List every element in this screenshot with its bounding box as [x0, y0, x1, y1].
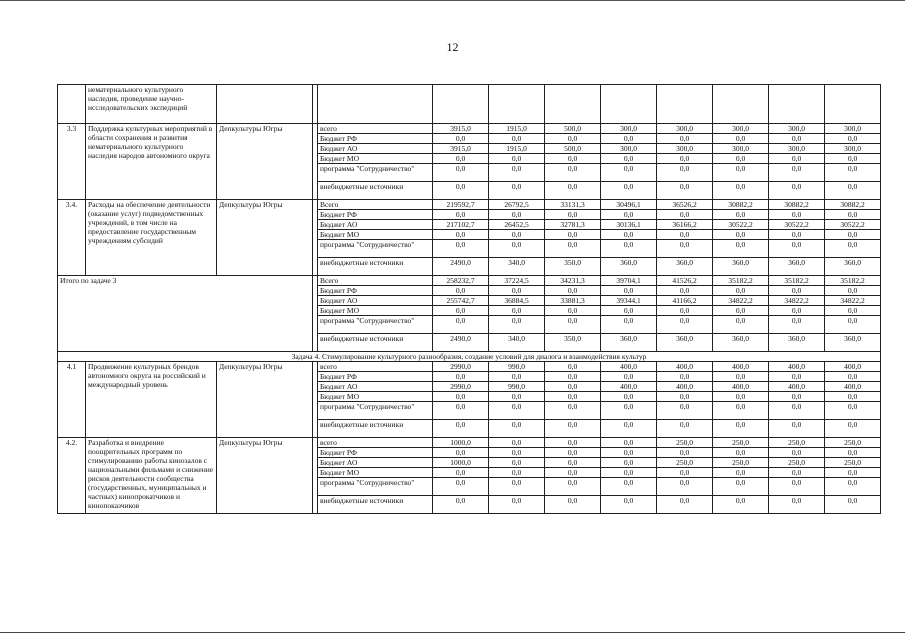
funding-source: программа "Сотрудничество"	[318, 316, 433, 334]
value-cell: 0,0	[713, 402, 769, 420]
value-cell: 0,0	[657, 448, 713, 458]
value-cell: 2990,0	[433, 382, 489, 392]
value-cell: 0,0	[489, 420, 545, 438]
funding-source: Бюджет МО	[318, 154, 433, 164]
funding-source: Бюджет МО	[318, 230, 433, 240]
value-cell: 0,0	[713, 240, 769, 258]
value-cell: 0,0	[601, 468, 657, 478]
value-cell: 0,0	[601, 372, 657, 382]
value-cell: 300,0	[657, 144, 713, 154]
value-cell: 0,0	[657, 210, 713, 220]
value-cell: 1915,0	[489, 144, 545, 154]
value-cell: 250,0	[657, 438, 713, 448]
value-cell: 0,0	[601, 210, 657, 220]
value-cell: 0,0	[825, 286, 881, 296]
value-cell: 0,0	[769, 392, 825, 402]
value-cell: 0,0	[657, 164, 713, 182]
value-cell: 250,0	[825, 438, 881, 448]
value-cell: 0,0	[545, 448, 601, 458]
value-cell: 0,0	[433, 306, 489, 316]
value-cell: 360,0	[769, 334, 825, 352]
value-cell: 1915,0	[489, 124, 545, 134]
value-cell: 0,0	[657, 316, 713, 334]
value-cell: 0,0	[713, 286, 769, 296]
value-cell: 0,0	[433, 164, 489, 182]
value-cell: 0,0	[545, 286, 601, 296]
scan-top-edge	[0, 0, 905, 4]
value-cell: 400,0	[601, 382, 657, 392]
value-cell: 0,0	[489, 316, 545, 334]
funding-source: всего	[318, 438, 433, 448]
value-cell: 340,0	[489, 334, 545, 352]
value-cell: 0,0	[601, 438, 657, 448]
value-cell: 0,0	[489, 230, 545, 240]
value-cell: 0,0	[601, 306, 657, 316]
value-cell: 0,0	[713, 316, 769, 334]
value-cell: 250,0	[713, 438, 769, 448]
value-cell: 0,0	[489, 134, 545, 144]
value-cell: 250,0	[769, 458, 825, 468]
value-cell: 350,0	[545, 258, 601, 276]
value-cell: 0,0	[825, 230, 881, 240]
value-cell: 0,0	[657, 468, 713, 478]
value-cell: 400,0	[769, 362, 825, 372]
value-cell: 33881,3	[545, 296, 601, 306]
value-cell: 0,0	[769, 306, 825, 316]
funding-source: всего	[318, 124, 433, 134]
value-cell: 300,0	[601, 124, 657, 134]
value-cell: 350,0	[545, 334, 601, 352]
value-cell: 0,0	[545, 182, 601, 200]
value-cell: 0,0	[433, 448, 489, 458]
value-cell: 0,0	[769, 478, 825, 496]
value-cell: 360,0	[713, 258, 769, 276]
funding-source: Бюджет РФ	[318, 448, 433, 458]
value-cell: 0,0	[489, 164, 545, 182]
measure-name: Продвижение культурных брендов автономного округа на российский и международный уровень	[86, 362, 217, 438]
value-cell: 0,0	[489, 240, 545, 258]
value-cell: 0,0	[825, 392, 881, 402]
value-cell: 0,0	[825, 182, 881, 200]
table-row	[58, 438, 881, 448]
section-group-task4	[58, 362, 881, 514]
value-cell: 400,0	[769, 382, 825, 392]
value-cell: 2990,0	[433, 362, 489, 372]
row-number: 3.4.	[58, 200, 86, 276]
value-cell: 0,0	[489, 210, 545, 220]
intro-row-name: нематериального культурного наследия, проведение научно-исследовательских экспедиций	[86, 85, 217, 124]
value-cell: 360,0	[713, 334, 769, 352]
value-cell: 400,0	[825, 382, 881, 392]
value-cell: 0,0	[769, 210, 825, 220]
value-cell: 0,0	[713, 478, 769, 496]
executor-name: Депкультуры Югры	[217, 200, 313, 276]
value-cell: 34231,3	[545, 276, 601, 286]
funding-source: всего	[318, 362, 433, 372]
value-cell: 219592,7	[433, 200, 489, 210]
value-cell: 0,0	[825, 420, 881, 438]
row-number: 4.1	[58, 362, 86, 438]
value-cell: 34822,2	[825, 296, 881, 306]
value-cell: 0,0	[433, 496, 489, 514]
value-cell: 0,0	[433, 182, 489, 200]
task4-title: Задача 4. Стимулирование культурного разнообразия, создание условий для диалога и взаимодействия культур	[58, 352, 881, 362]
value-cell: 360,0	[825, 334, 881, 352]
value-cell: 0,0	[713, 496, 769, 514]
value-cell: 0,0	[601, 286, 657, 296]
value-cell: 0,0	[713, 372, 769, 382]
value-cell: 300,0	[713, 124, 769, 134]
value-cell: 0,0	[545, 458, 601, 468]
value-cell: 300,0	[769, 144, 825, 154]
value-cell: 0,0	[825, 134, 881, 144]
value-cell: 0,0	[657, 286, 713, 296]
value-cell: 400,0	[713, 382, 769, 392]
funding-source: Бюджет РФ	[318, 372, 433, 382]
value-cell: 0,0	[545, 438, 601, 448]
value-cell: 0,0	[489, 372, 545, 382]
funding-source: Бюджет АО	[318, 296, 433, 306]
value-cell: 41526,2	[657, 276, 713, 286]
funding-source: внебюджетные источники	[318, 258, 433, 276]
value-cell: 0,0	[489, 478, 545, 496]
budget-table	[57, 84, 881, 514]
value-cell: 0,0	[713, 392, 769, 402]
value-cell: 0,0	[657, 154, 713, 164]
value-cell: 30522,2	[713, 220, 769, 230]
value-cell: 0,0	[825, 316, 881, 334]
funding-source: Бюджет АО	[318, 220, 433, 230]
value-cell: 0,0	[825, 306, 881, 316]
value-cell: 0,0	[601, 458, 657, 468]
value-cell: 0,0	[433, 230, 489, 240]
value-cell: 0,0	[769, 134, 825, 144]
funding-source: программа "Сотрудничество"	[318, 164, 433, 182]
value-cell: 0,0	[769, 468, 825, 478]
value-cell: 3915,0	[433, 144, 489, 154]
value-cell: 0,0	[825, 478, 881, 496]
value-cell: 3915,0	[433, 124, 489, 134]
value-cell: 0,0	[433, 468, 489, 478]
value-cell: 36166,2	[657, 220, 713, 230]
value-cell: 0,0	[657, 402, 713, 420]
value-cell: 0,0	[545, 210, 601, 220]
funding-source: Бюджет АО	[318, 458, 433, 468]
value-cell: 0,0	[545, 478, 601, 496]
table-row	[58, 362, 881, 372]
value-cell: 1000,0	[433, 438, 489, 448]
value-cell: 0,0	[601, 154, 657, 164]
value-cell: 250,0	[769, 438, 825, 448]
measure-name: Разработка и внедрение поощрительных программ по стимулированию работы кинозалов с национальными фильмами и снижение рисков деятельности сообщества (государственных, муниципальных и частных) кинопрокатчиков и кинопоказчиков	[86, 438, 217, 514]
value-cell: 0,0	[545, 402, 601, 420]
funding-source: программа "Сотрудничество"	[318, 402, 433, 420]
value-cell: 0,0	[545, 240, 601, 258]
value-cell: 300,0	[713, 144, 769, 154]
value-cell: 0,0	[713, 448, 769, 458]
executor-name: Депкультуры Югры	[217, 124, 313, 200]
value-cell: 35182,2	[713, 276, 769, 286]
value-cell: 0,0	[545, 496, 601, 514]
intro-row	[58, 85, 881, 124]
value-cell: 0,0	[769, 402, 825, 420]
value-cell: 0,0	[657, 306, 713, 316]
funding-source: Бюджет РФ	[318, 286, 433, 296]
value-cell: 0,0	[489, 448, 545, 458]
value-cell: 0,0	[489, 468, 545, 478]
value-cell: 500,0	[545, 144, 601, 154]
value-cell: 250,0	[713, 458, 769, 468]
value-cell: 2490,0	[433, 258, 489, 276]
value-cell: 0,0	[433, 478, 489, 496]
value-cell: 0,0	[657, 478, 713, 496]
value-cell: 0,0	[545, 154, 601, 164]
value-cell: 36526,2	[657, 200, 713, 210]
table-row	[58, 276, 881, 286]
value-cell: 39704,1	[601, 276, 657, 286]
funding-source: внебюджетные источники	[318, 182, 433, 200]
value-cell: 0,0	[489, 402, 545, 420]
value-cell: 0,0	[657, 230, 713, 240]
funding-source: Бюджет МО	[318, 306, 433, 316]
value-cell: 0,0	[601, 420, 657, 438]
value-cell: 0,0	[825, 468, 881, 478]
value-cell: 33131,3	[545, 200, 601, 210]
value-cell: 360,0	[601, 334, 657, 352]
executor-name: Депкультуры Югры	[217, 362, 313, 438]
value-cell: 0,0	[433, 402, 489, 420]
total-task3-group	[58, 276, 881, 352]
funding-source: Бюджет РФ	[318, 134, 433, 144]
value-cell: 0,0	[489, 458, 545, 468]
value-cell: 300,0	[657, 124, 713, 134]
table-row	[58, 200, 881, 210]
value-cell: 0,0	[601, 392, 657, 402]
funding-source: Бюджет МО	[318, 392, 433, 402]
value-cell: 0,0	[545, 382, 601, 392]
value-cell: 300,0	[769, 124, 825, 134]
value-cell: 0,0	[433, 286, 489, 296]
value-cell: 990,0	[489, 362, 545, 372]
value-cell: 30522,2	[769, 220, 825, 230]
value-cell: 300,0	[825, 144, 881, 154]
value-cell: 300,0	[601, 144, 657, 154]
value-cell: 0,0	[769, 316, 825, 334]
task4-title-row	[58, 352, 881, 362]
value-cell: 0,0	[713, 182, 769, 200]
value-cell: 0,0	[489, 182, 545, 200]
value-cell: 0,0	[601, 478, 657, 496]
value-cell: 0,0	[657, 420, 713, 438]
row-number: 3.3	[58, 124, 86, 200]
value-cell: 0,0	[713, 210, 769, 220]
value-cell: 0,0	[489, 392, 545, 402]
value-cell: 35182,2	[825, 276, 881, 286]
value-cell: 0,0	[433, 420, 489, 438]
value-cell: 300,0	[825, 124, 881, 134]
value-cell: 0,0	[489, 496, 545, 514]
value-cell: 400,0	[713, 362, 769, 372]
value-cell: 0,0	[433, 392, 489, 402]
value-cell: 0,0	[825, 210, 881, 220]
value-cell: 0,0	[769, 154, 825, 164]
measure-name: Расходы на обеспечение деятельности (оказание услуг) подведомственных учреждений, в том числе на предоставление государственным учреждениям субсидий	[86, 200, 217, 276]
value-cell: 255742,7	[433, 296, 489, 306]
value-cell: 0,0	[601, 134, 657, 144]
section-group-task3	[58, 124, 881, 276]
value-cell: 0,0	[769, 230, 825, 240]
value-cell: 2490,0	[433, 334, 489, 352]
value-cell: 0,0	[545, 306, 601, 316]
value-cell: 0,0	[769, 164, 825, 182]
value-cell: 41166,2	[657, 296, 713, 306]
value-cell: 0,0	[769, 420, 825, 438]
value-cell: 0,0	[601, 448, 657, 458]
value-cell: 360,0	[769, 258, 825, 276]
value-cell: 35182,2	[769, 276, 825, 286]
value-cell: 0,0	[713, 134, 769, 144]
value-cell: 0,0	[769, 496, 825, 514]
value-cell: 0,0	[489, 438, 545, 448]
value-cell: 1000,0	[433, 458, 489, 468]
value-cell: 0,0	[825, 240, 881, 258]
value-cell: 0,0	[713, 468, 769, 478]
value-cell: 990,0	[489, 382, 545, 392]
scan-bottom-edge	[0, 632, 905, 633]
value-cell: 0,0	[713, 420, 769, 438]
value-cell: 360,0	[825, 258, 881, 276]
value-cell: 30496,1	[601, 200, 657, 210]
value-cell: 0,0	[601, 182, 657, 200]
value-cell: 0,0	[825, 496, 881, 514]
value-cell: 0,0	[545, 362, 601, 372]
value-cell: 0,0	[713, 154, 769, 164]
value-cell: 0,0	[657, 372, 713, 382]
value-cell: 250,0	[657, 458, 713, 468]
value-cell: 0,0	[713, 306, 769, 316]
value-cell: 37224,5	[489, 276, 545, 286]
value-cell: 0,0	[657, 182, 713, 200]
value-cell: 0,0	[601, 230, 657, 240]
value-cell: 0,0	[713, 164, 769, 182]
value-cell: 0,0	[489, 306, 545, 316]
value-cell: 0,0	[433, 240, 489, 258]
value-cell: 26452,5	[489, 220, 545, 230]
table-row	[58, 124, 881, 134]
value-cell: 30882,2	[825, 200, 881, 210]
value-cell: 0,0	[489, 286, 545, 296]
value-cell: 0,0	[433, 316, 489, 334]
value-cell: 0,0	[825, 402, 881, 420]
value-cell: 36884,5	[489, 296, 545, 306]
value-cell: 400,0	[657, 362, 713, 372]
value-cell: 217102,7	[433, 220, 489, 230]
total-label: Итого по задаче 3	[58, 276, 313, 352]
value-cell: 0,0	[545, 392, 601, 402]
value-cell: 0,0	[601, 240, 657, 258]
value-cell: 30522,2	[825, 220, 881, 230]
value-cell: 0,0	[545, 372, 601, 382]
value-cell: 360,0	[657, 258, 713, 276]
value-cell: 500,0	[545, 124, 601, 134]
funding-source: внебюджетные источники	[318, 420, 433, 438]
value-cell: 258232,7	[433, 276, 489, 286]
measure-name: Поддержка культурных мероприятий в области сохранения и развития нематериального культурного наследия народов автономного округа	[86, 124, 217, 200]
funding-source: Бюджет АО	[318, 144, 433, 154]
funding-source: внебюджетные источники	[318, 334, 433, 352]
value-cell: 0,0	[657, 134, 713, 144]
value-cell: 0,0	[433, 134, 489, 144]
value-cell: 0,0	[825, 154, 881, 164]
value-cell: 400,0	[825, 362, 881, 372]
funding-source: программа "Сотрудничество"	[318, 478, 433, 496]
value-cell: 0,0	[769, 372, 825, 382]
value-cell: 0,0	[489, 154, 545, 164]
value-cell: 39344,1	[601, 296, 657, 306]
value-cell: 0,0	[769, 240, 825, 258]
value-cell: 0,0	[545, 420, 601, 438]
value-cell: 400,0	[657, 382, 713, 392]
value-cell: 340,0	[489, 258, 545, 276]
value-cell: 0,0	[825, 164, 881, 182]
value-cell: 0,0	[601, 164, 657, 182]
value-cell: 32781,3	[545, 220, 601, 230]
value-cell: 360,0	[657, 334, 713, 352]
value-cell: 30882,2	[769, 200, 825, 210]
value-cell: 26792,5	[489, 200, 545, 210]
value-cell: 34822,2	[769, 296, 825, 306]
value-cell: 34822,2	[713, 296, 769, 306]
value-cell: 0,0	[545, 316, 601, 334]
value-cell: 400,0	[601, 362, 657, 372]
value-cell: 30136,1	[601, 220, 657, 230]
value-cell: 0,0	[545, 230, 601, 240]
funding-source: Всего	[318, 200, 433, 210]
funding-source: Бюджет МО	[318, 468, 433, 478]
funding-source: Всего	[318, 276, 433, 286]
funding-source: Бюджет АО	[318, 382, 433, 392]
value-cell: 0,0	[433, 210, 489, 220]
value-cell: 0,0	[545, 468, 601, 478]
value-cell: 0,0	[769, 286, 825, 296]
value-cell: 0,0	[657, 240, 713, 258]
value-cell: 360,0	[601, 258, 657, 276]
value-cell: 0,0	[657, 392, 713, 402]
funding-source: внебюджетные источники	[318, 496, 433, 514]
value-cell: 0,0	[825, 448, 881, 458]
value-cell: 0,0	[601, 402, 657, 420]
value-cell: 0,0	[433, 372, 489, 382]
row-number: 4.2.	[58, 438, 86, 514]
value-cell: 0,0	[545, 134, 601, 144]
value-cell: 0,0	[657, 496, 713, 514]
value-cell: 0,0	[713, 230, 769, 240]
value-cell: 250,0	[825, 458, 881, 468]
funding-source: программа "Сотрудничество"	[318, 240, 433, 258]
page-number: 12	[446, 40, 459, 54]
value-cell: 0,0	[769, 182, 825, 200]
funding-source: Бюджет РФ	[318, 210, 433, 220]
value-cell: 30882,2	[713, 200, 769, 210]
value-cell: 0,0	[601, 316, 657, 334]
value-cell: 0,0	[825, 372, 881, 382]
executor-name: Депкультуры Югры	[217, 438, 313, 514]
value-cell: 0,0	[433, 154, 489, 164]
value-cell: 0,0	[545, 164, 601, 182]
value-cell: 0,0	[601, 496, 657, 514]
value-cell: 0,0	[769, 448, 825, 458]
